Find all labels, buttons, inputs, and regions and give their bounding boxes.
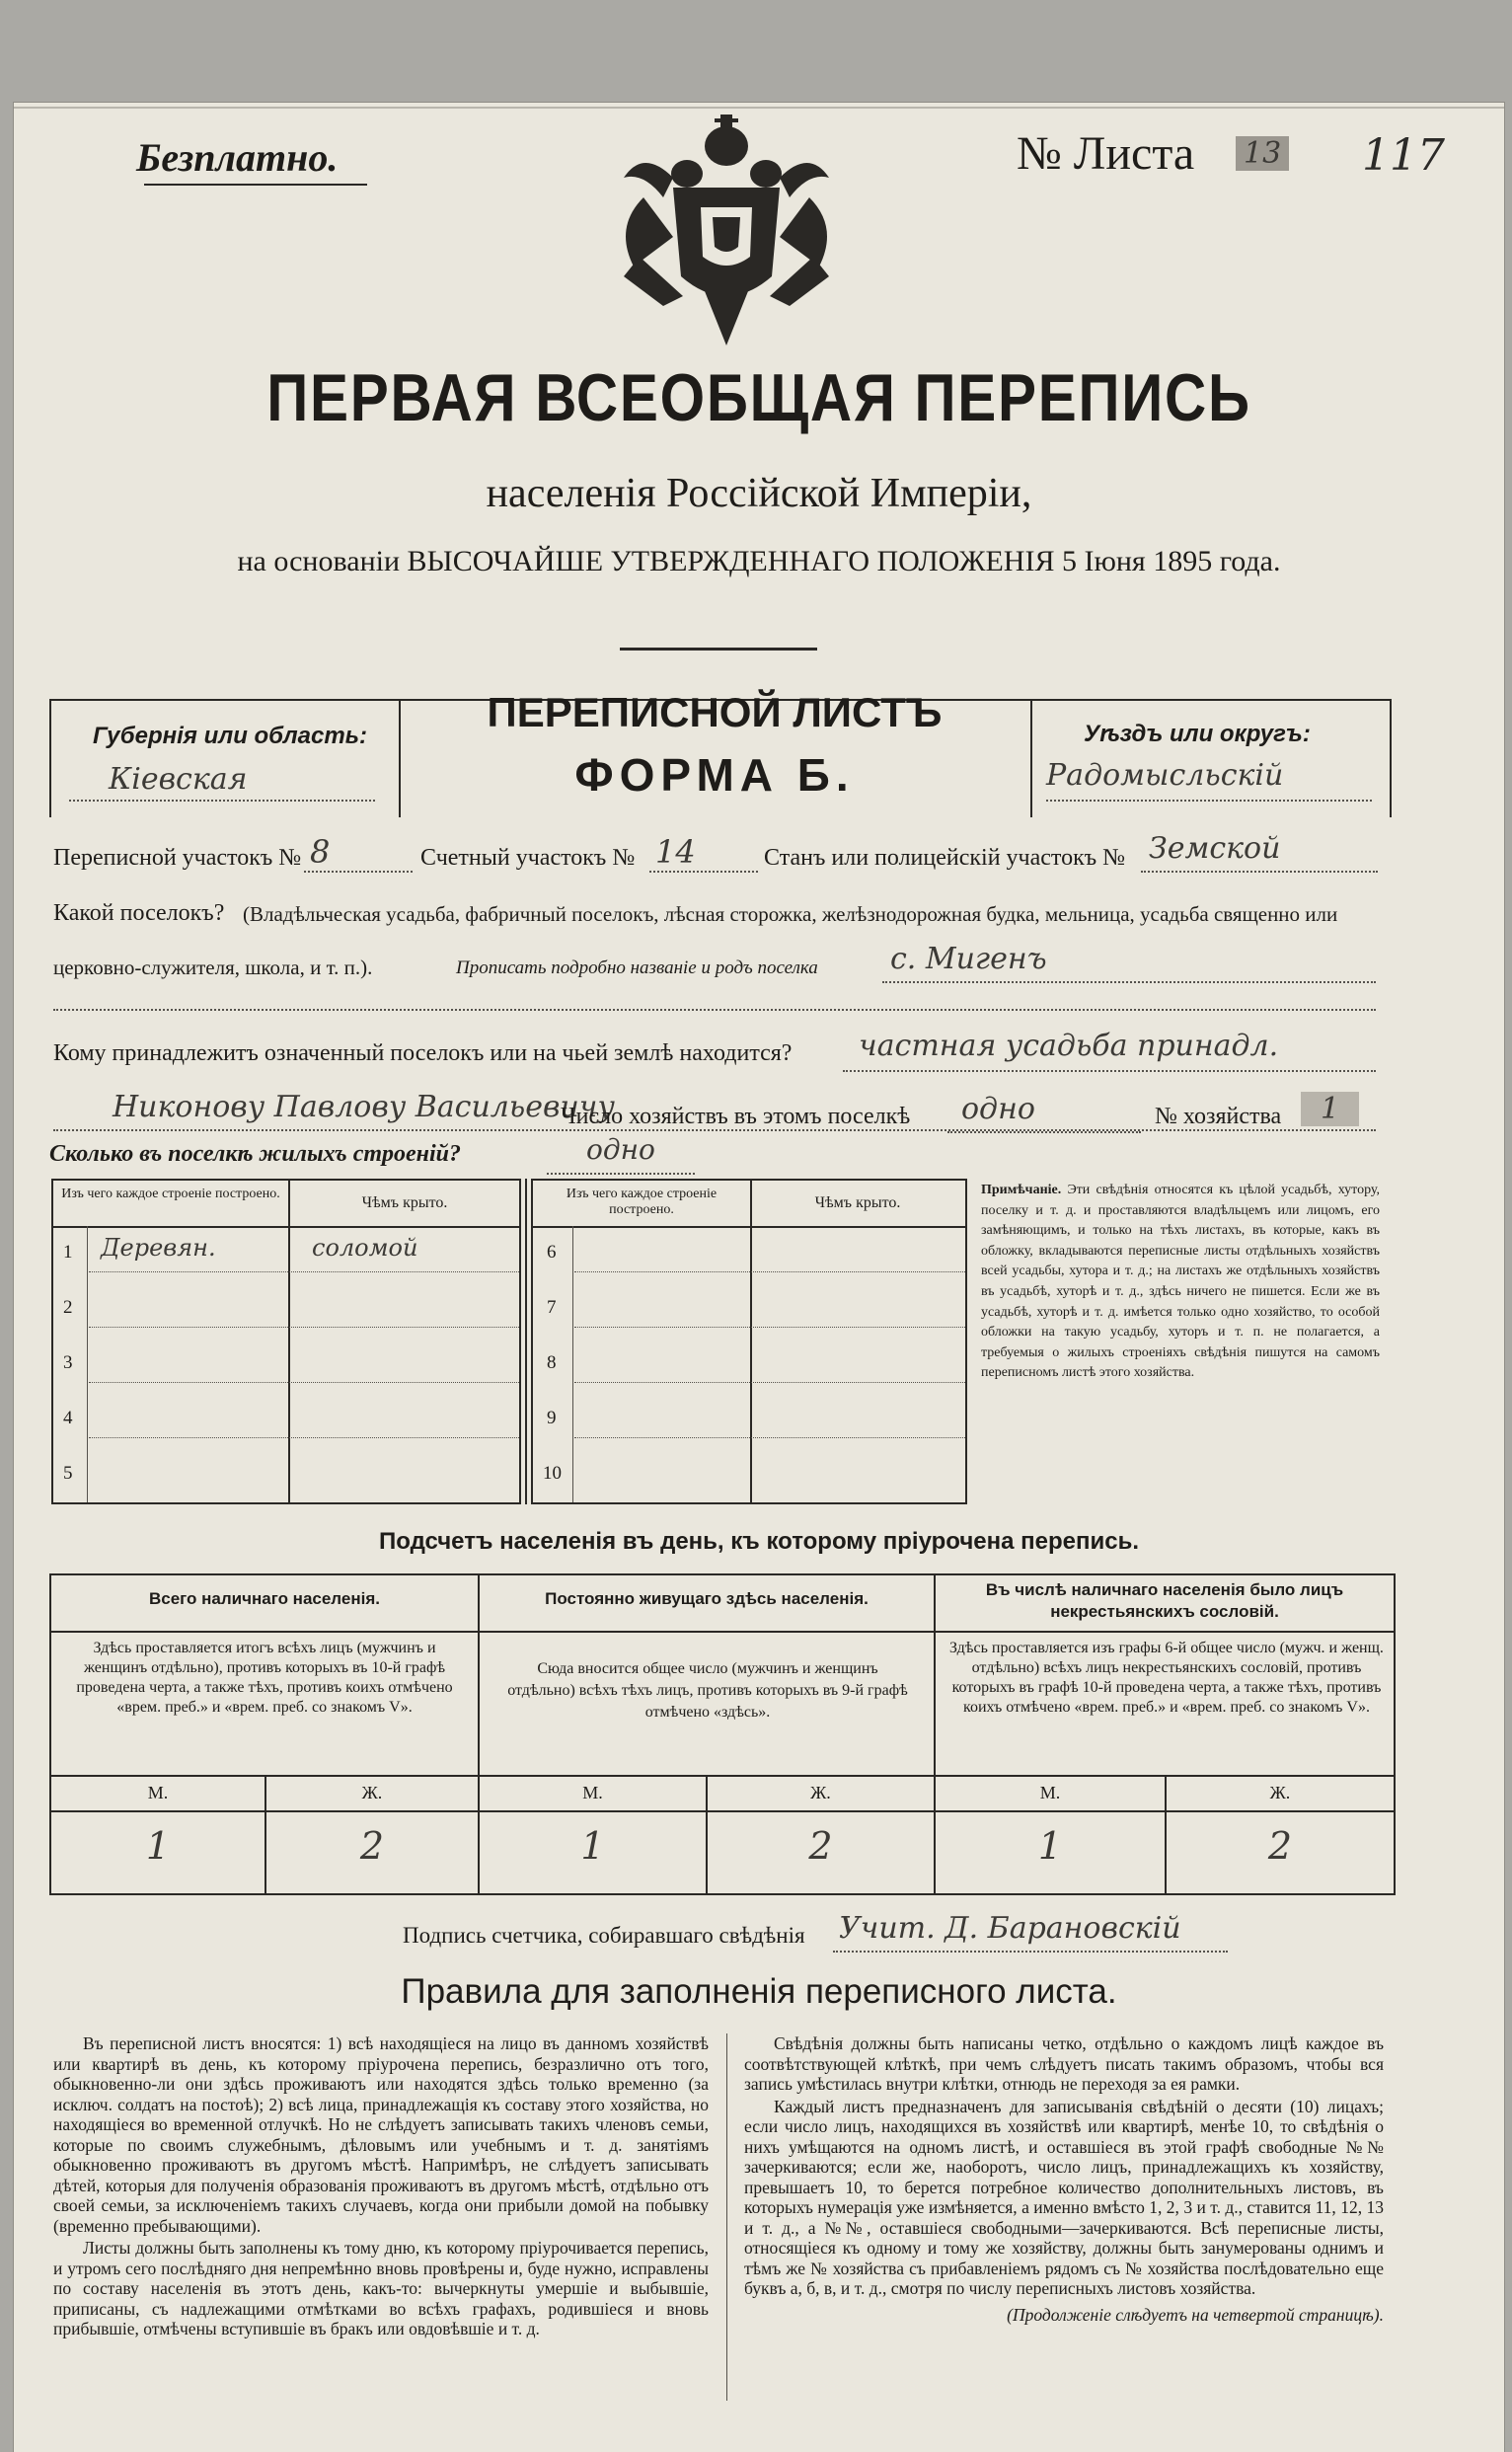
census-subtitle: населенія Россійской Имперіи, — [486, 471, 1032, 516]
non-peasant-male-value: 1 — [1037, 1824, 1063, 1868]
census-district-label: Переписной участокъ № — [53, 845, 302, 871]
settlement-label: Какой поселокъ? — [53, 900, 225, 926]
owner-value-2: Никонову Павлову Васильевичу — [113, 1090, 615, 1124]
row-number: 1 — [63, 1242, 73, 1263]
row-number: 3 — [63, 1352, 73, 1373]
buildings-value: одно — [586, 1133, 655, 1166]
counting-district-value: 14 — [655, 833, 696, 871]
non-peasant-header: Въ числѣ наличнаго населенія было лицъ некрестьянскихъ сословій. — [985, 1580, 1344, 1621]
household-number-label: № хозяйства — [1155, 1104, 1282, 1129]
guberniya-value: Кіевская — [109, 762, 248, 797]
stan-value: Земской — [1149, 831, 1281, 866]
buildings-roof-header: Чѣмъ крыто. — [361, 1194, 448, 1211]
buildings-roof-header: Чѣмъ крыто. — [814, 1194, 901, 1211]
resident-population-text: Сюда вносится общее число (мужчинъ и женщинъ отдѣльно) всѣхъ тѣхъ лицъ, противъ которыхъ въ 9-й графѣ отмѣчено «здѣсь». — [507, 1660, 908, 1721]
row-number: 9 — [547, 1408, 557, 1428]
row-number: 10 — [543, 1463, 562, 1484]
guberniya-label: Губернія или область: — [93, 723, 367, 749]
census-form-page — [14, 103, 1504, 2452]
form-title: ФОРМА Б. — [574, 749, 855, 801]
resident-population-header: Постоянно живущаго здѣсь населенія. — [545, 1589, 869, 1608]
non-peasant-female-value: 2 — [1267, 1824, 1293, 1868]
uezd-value: Радомысльскій — [1046, 758, 1284, 793]
stan-label: Станъ или полицейскій участокъ № — [764, 845, 1126, 871]
counting-district-label: Счетный участокъ № — [420, 845, 636, 871]
owner-label: Кому принадлежитъ означенный поселокъ или на чьей землѣ находится? — [53, 1040, 793, 1066]
sheet-title: ПЕРЕПИСНОЙ ЛИСТЪ — [487, 689, 943, 735]
row-number: 8 — [547, 1352, 557, 1373]
settlement-hint-2: церковно-служителя, школа, и т. п.). — [53, 956, 373, 979]
non-peasant-text: Здѣсь проставляется изъ графы 6-й общее число (мужч. и женщ. отдѣльно) всѣхъ лицъ некрестьянскихъ сословій, противъ которыхъ въ графѣ 10-й проведена черта, а также тѣхъ, противъ коихъ отмѣчено «врем. преб.» и «врем. преб. со знакомъ V». — [949, 1640, 1384, 1716]
buildings-note — [981, 1181, 1380, 1384]
buildings-material-header: Изъ чего каждое строеніе построено. — [566, 1187, 718, 1217]
total-female-value: 2 — [359, 1824, 385, 1868]
signature-value: Учит. Д. Барановскій — [839, 1911, 1181, 1946]
census-basis: на основаніи ВЫСОЧАЙШЕ УТВЕРЖДЕННАГО ПОЛОЖЕНІЯ 5 Іюня 1895 года. — [237, 545, 1281, 577]
buildings-label: Сколько въ поселкѣ жилыхъ строеній? — [49, 1141, 461, 1167]
row-number: 2 — [63, 1297, 73, 1318]
settlement-value: с. Мигенъ — [890, 942, 1047, 976]
female-label: Ж. — [810, 1783, 831, 1802]
row-number: 7 — [547, 1297, 557, 1318]
row-number: 5 — [63, 1463, 73, 1484]
rules-left-paragraph-2: Листы должны быть заполнены къ тому дню, къ которому пріурочивается перепись, и утромъ сего послѣдняго дня непремѣнно вновь провѣрены и, буде нужно, исправлены по составу населенія въ этотъ день, какъ-то: вычеркнуты умершіе и выбывшіе, приписаны, съ надлежащими отмѣтками во всѣхъ графахъ, родившіеся и вновь прибывшіе, отмѣчены вступившіе въ бракъ или овдовѣвшіе и т. д. — [53, 2238, 709, 2338]
row-number: 6 — [547, 1242, 557, 1263]
archive-number: 117 — [1362, 130, 1445, 181]
buildings-table-left — [51, 1179, 521, 1504]
rules-right-paragraph-2: Каждый листъ предназначенъ для записыванія свѣдѣній о десяти (10) лицахъ; если число лицъ, находящихся въ хозяйствѣ или квартирѣ, менѣе 10, то свѣдѣнія о нихъ умѣщаются на одномъ листѣ, и оставшіеся въ этой графѣ свободные №№ зачеркиваются; если же, наоборотъ, число лицъ, принадлежащихъ къ хозяйству, превышаетъ 10, то берется потребное количество дополнительныхъ листовъ, въ которыхъ нумерація уже измѣняется, а именно вмѣсто 1, 2, 3 и т. д., ставится 11, 12, 13 и т. д., а №№, оставшіеся свободными—зачеркиваются. Всѣ переписные листы, относящіеся къ одному и тому же хозяйству, должны быть занумерованы однимъ и тѣмъ же № хозяйства съ прибавленіемъ рядомъ съ № хозяйства послѣдовательно еще буквъ а, б, в, и т. д., смотря по числу переписныхъ листовъ хозяйства. — [744, 2096, 1384, 2298]
rules-right-paragraph-1: Свѣдѣнія должны быть написаны четко, отдѣльно о каждомъ лицѣ каждое въ соотвѣтствующей клѣткѣ, при чемъ слѣдуетъ писать такимъ образомъ, чтобы вся запись умѣстилась внутри клѣтки, отнюдь не переходя за ея рамки. — [744, 2033, 1384, 2094]
rules-continued-note: (Продолженіе слѣдуетъ на четвертой страницѣ). — [1007, 2304, 1384, 2325]
double-headed-eagle-emblem — [604, 109, 849, 355]
total-population-text: Здѣсь проставляется итогъ всѣхъ лицъ (мужчинъ и женщинъ отдѣльно), противъ которыхъ въ 10-й графѣ проведена черта, а также тѣхъ, противъ коихъ отмѣчено «врем. преб.» и «врем. преб. со знакомъ V». — [76, 1640, 453, 1716]
free-label: Безплатно. — [136, 135, 339, 180]
total-male-value: 1 — [145, 1824, 171, 1868]
sheet-number-value: 13 — [1236, 136, 1289, 171]
uezd-label: Уѣздъ или округъ: — [1084, 721, 1311, 747]
households-value: одно — [961, 1092, 1035, 1126]
signature-label: Подпись счетчика, собиравшаго свѣдѣнія — [403, 1923, 805, 1948]
free-underline — [144, 184, 367, 186]
resident-female-value: 2 — [808, 1824, 833, 1868]
note-label: Примѣчаніе. — [981, 1183, 1062, 1197]
rules-title: Правила для заполненія переписного листа. — [401, 1972, 1117, 2011]
settlement-hint-1: (Владѣльческая усадьба, фабричный поселокъ, лѣсная сторожка, желѣзнодорожная будка, мельница, усадьба священно или — [243, 902, 1338, 926]
title-rule — [620, 648, 817, 651]
buildings-material-header: Изъ чего каждое строеніе построено. — [61, 1187, 280, 1201]
census-district-value: 8 — [310, 833, 331, 871]
settlement-hint-3: Прописать подробно названіе и родъ поселка — [456, 958, 818, 978]
male-label: М. — [582, 1783, 603, 1802]
male-label: М. — [147, 1783, 169, 1802]
row-number: 4 — [63, 1408, 73, 1428]
rules-right-column — [744, 2033, 1384, 2327]
female-label: Ж. — [361, 1783, 383, 1802]
rules-column-divider — [726, 2033, 727, 2401]
households-label: Число хозяйствъ въ этомъ поселкѣ — [561, 1104, 911, 1129]
rules-left-column — [53, 2033, 709, 2341]
total-population-header: Всего наличнаго населенія. — [149, 1589, 380, 1608]
row-material: Деревян. — [101, 1234, 216, 1262]
note-text: Эти свѣдѣнія относятся къ цѣлой усадьбѣ, хутору, поселку и т. д. и проставляются владѣльцемъ или лицомъ, его замѣняющимъ, и только на тѣхъ листахъ, въ которые, какъ въ обложку, вкладываются переписные листы отдѣльныхъ хозяйствъ всей усадьбы, хутора и т. д.; на листахъ же отдѣльныхъ хозяйствъ въ усадьбѣ, хуторѣ и т. д., здѣсь ничего не пишется. Если же въ усадьбѣ, хуторѣ и т. д. имѣется только одно хозяйство, то особой обложки на такую усадьбу, хуторъ и т. п. не полагается, а требуемыя о жилыхъ строеніяхъ свѣдѣнія пишутся на самомъ переписномъ листѣ этого хозяйства. — [981, 1183, 1381, 1381]
population-table — [49, 1573, 1396, 1895]
female-label: Ж. — [1269, 1783, 1291, 1802]
row-roof: соломой — [312, 1234, 418, 1262]
owner-value-1: частная усадьба принадл. — [859, 1029, 1279, 1063]
buildings-table-right — [531, 1179, 967, 1504]
rules-left-paragraph-1: Въ переписной листъ вносятся: 1) всѣ находящіеся на лицо въ данномъ хозяйствѣ или квартирѣ въ день, къ которому пріурочена перепись, безразлично отъ того, обыкновенно-ли они здѣсь проживаютъ или находятся здѣсь только временно (за исключ. солдатъ на постоѣ); 2) всѣ лица, принадлежащія къ составу этого хозяйства, но находящіеся во временной отлучкѣ. Но не слѣдуетъ записывать такихъ членовъ семьи, которые по своимъ служебнымъ, дѣловымъ или учебнымъ и т. д. занятіямъ обыкновенно проживаютъ въ другомъ мѣстѣ. Напримѣръ, не слѣдуетъ записывать дѣтей, которыя для полученія образованія проживаютъ въ другомъ мѣстѣ, отдѣльно отъ своей семьи, за исключеніемъ такихъ случаевъ, когда они прибыли домой на побывку (временно пребывающими). — [53, 2033, 709, 2236]
sheet-number-label: № Листа — [1017, 127, 1195, 180]
resident-male-value: 1 — [580, 1824, 605, 1868]
male-label: М. — [1039, 1783, 1061, 1802]
household-number-value: 1 — [1301, 1092, 1359, 1126]
population-title: Подсчетъ населенія въ день, къ которому пріурочена перепись. — [379, 1528, 1139, 1555]
census-title: ПЕРВАЯ ВСЕОБЩАЯ ПЕРЕПИСЬ — [266, 360, 1251, 435]
